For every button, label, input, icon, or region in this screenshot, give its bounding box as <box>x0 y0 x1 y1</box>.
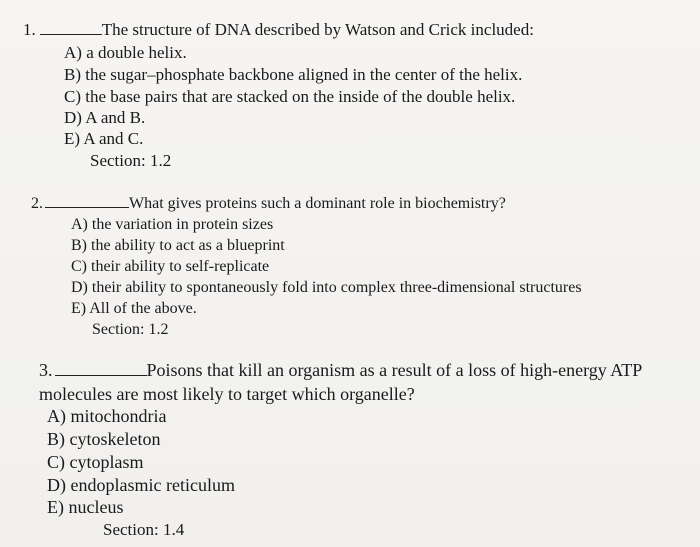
question-2-stem-line <box>31 196 506 212</box>
option-a: A) a double helix. <box>64 43 187 62</box>
option-d: D) A and B. <box>64 108 146 127</box>
question-stem: What gives proteins such a dominant role in biochemistry? <box>129 195 506 212</box>
option-d: D) their ability to spontaneously fold into complex three-dimensional structures <box>71 279 582 296</box>
answer-blank <box>55 374 147 376</box>
question-3-stem-line <box>39 361 642 379</box>
option-c: C) their ability to self-replicate <box>71 258 270 275</box>
question-number: 3. <box>39 360 53 380</box>
option-e: E) All of the above. <box>71 300 197 317</box>
question-stem: Poisons that kill an organism as a result of a loss of high-energy ATP <box>146 360 643 380</box>
question-1-stem-line <box>23 21 534 38</box>
question-stem-continued: molecules are most likely to target which organelle? <box>39 384 415 404</box>
option-a: A) mitochondria <box>47 406 167 426</box>
option-b: B) cytoskeleton <box>47 429 161 449</box>
answer-blank <box>40 33 102 35</box>
question-number: 1. <box>23 20 36 39</box>
option-e: E) A and C. <box>64 129 144 148</box>
option-a: A) the variation in protein sizes <box>71 216 274 233</box>
option-c: C) the base pairs that are stacked on the inside of the double helix. <box>64 87 516 106</box>
answer-blank <box>45 206 129 208</box>
section-label: Section: 1.2 <box>90 151 172 170</box>
option-b: B) the sugar–phosphate backbone aligned in the center of the helix. <box>64 65 523 84</box>
option-c: C) cytoplasm <box>47 452 144 472</box>
option-d: D) endoplasmic reticulum <box>47 475 235 495</box>
section-label: Section: 1.2 <box>92 321 169 338</box>
option-b: B) the ability to act as a blueprint <box>71 237 285 254</box>
section-label: Section: 1.4 <box>103 520 185 539</box>
option-e: E) nucleus <box>47 497 124 517</box>
question-stem: The structure of DNA described by Watson and Crick included: <box>101 20 534 39</box>
question-number: 2. <box>31 195 43 212</box>
